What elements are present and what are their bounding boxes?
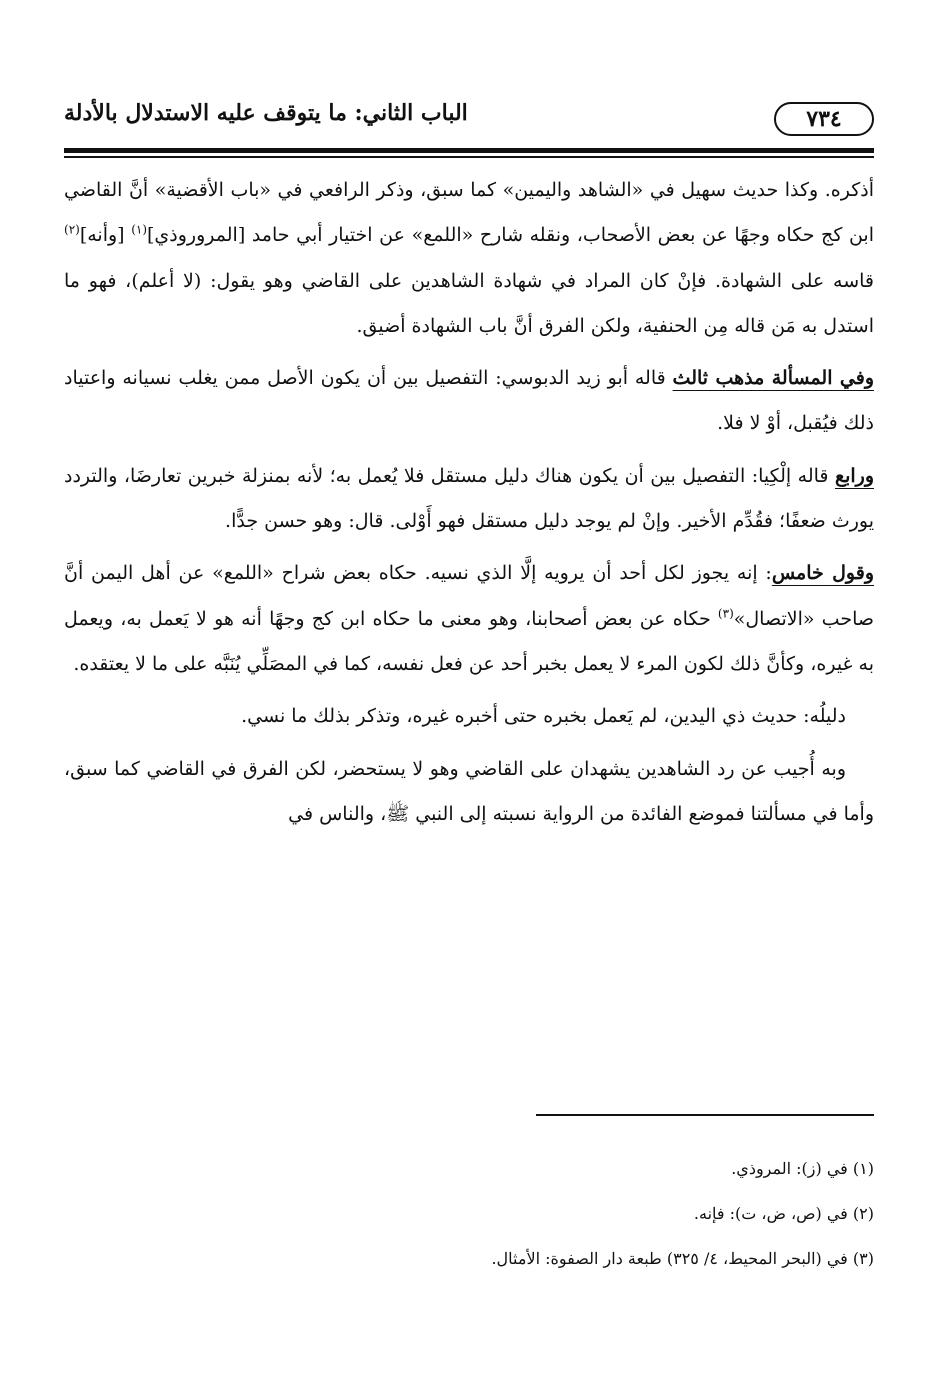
paragraph-4-text-a: : إنه يجوز لكل أحد أن يرويه إلَّا الذي نسيه. حكاه بعض شراح «اللمع» عن أهل اليمن أنَّ صاحب «الاتصال»	[64, 562, 874, 630]
main-text	[64, 168, 874, 837]
header-rule-thick	[64, 148, 874, 153]
fourth-opinion-heading: ورابع	[834, 464, 874, 487]
paragraph-1-text-c: قاسه على الشهادة. فإنْ كان المراد في شهادة الشاهدين على القاضي وهو يقول: (لا أعلم)، فهو ما استدل به مَن قاله مِن الحنفية، ولكن الفرق أنَّ باب الشهادة أضيق.	[64, 269, 874, 337]
running-header	[64, 96, 874, 144]
footnote-2: (٢) في (ص، ض، ت): فإنه.	[693, 1204, 874, 1223]
footnotes	[64, 1146, 874, 1281]
paragraph-1-text-a: أذكره. وكذا حديث سهيل في «الشاهد واليمين» كما سبق، وذكر الرافعي في «باب الأقضية» أنَّ القاضي ابن كج حكاه وجهًا عن بعض الأصحاب، ونقله شارح «اللمع» عن اختيار أبي حامد [المروروذي]	[64, 179, 874, 247]
footnote-ref-1: (١)	[131, 222, 148, 237]
footnote-3: (٣) في (البحر المحيط، ٤/ ٣٢٥) طبعة دار الصفوة: الأمثال.	[491, 1249, 874, 1268]
paragraph-6: وبه أُجيب عن رد الشاهدين يشهدان على القاضي وهو لا يستحضر، لكن الفرق في القاضي كما سبق، وأما في مسألتنا فموضع الفائدة من الرواية نسبته إلى النبي ﷺ، والناس في	[64, 757, 874, 825]
footnote-separator	[536, 1114, 874, 1116]
footnote-ref-2: (٢)	[64, 222, 80, 237]
footnote-1: (١) في (ز): المروذي.	[731, 1159, 874, 1178]
paragraph-2-text: قاله أبو زيد الدبوسي: التفصيل بين أن يكون الأصل ممن يغلب نسيانه واعتياد ذلك فيُقبل، أوْ لا فلا.	[64, 367, 874, 435]
paragraph-2	[64, 356, 874, 447]
third-opinion-heading: وفي المسألة مذهب ثالث	[672, 367, 874, 390]
paragraph-5: دليلُه: حديث ذي اليدين، لم يَعمل بخبره حتى أخبره غيره، وتذكر بذلك ما نسي.	[241, 705, 846, 728]
footnote-ref-3: (٣)	[717, 606, 734, 621]
header-rule-thin	[64, 156, 874, 158]
page-number: ٧٣٤	[774, 102, 874, 136]
fifth-opinion-heading: وقول خامس	[771, 562, 874, 585]
paragraph-1	[64, 168, 874, 349]
paragraph-3-text: قاله إلْكِيا: التفصيل بين أن يكون هناك دليل مستقل فلا يُعمل به؛ لأنه بمنزلة خبرين تعارضَا، والتردد يورث ضعفًا؛ فقُدِّم الأخير. وإنْ لم يوجد دليل مستقل فهو أَوْلى. قال: وهو حسن جدًّا.	[64, 464, 874, 533]
paragraph-1-text-b: [وأنه]	[79, 224, 132, 247]
paragraph-4	[64, 551, 874, 687]
chapter-title: الباب الثاني: ما يتوقف عليه الاستدلال بالأدلة	[64, 100, 468, 126]
paragraph-3	[64, 454, 874, 545]
paragraph-4-text-b: حكاه عن بعض أصحابنا، وهو معنى ما حكاه ابن كج وجهًا أنه هو لا يَعمل به، ويعمل به غيره، وكأنَّ ذلك لكون المرء لا يعمل بخبر أحد عن فعل نفسه، كما في المصَلِّي يُنَبَّه على ما لا يعتقده.	[64, 607, 874, 675]
